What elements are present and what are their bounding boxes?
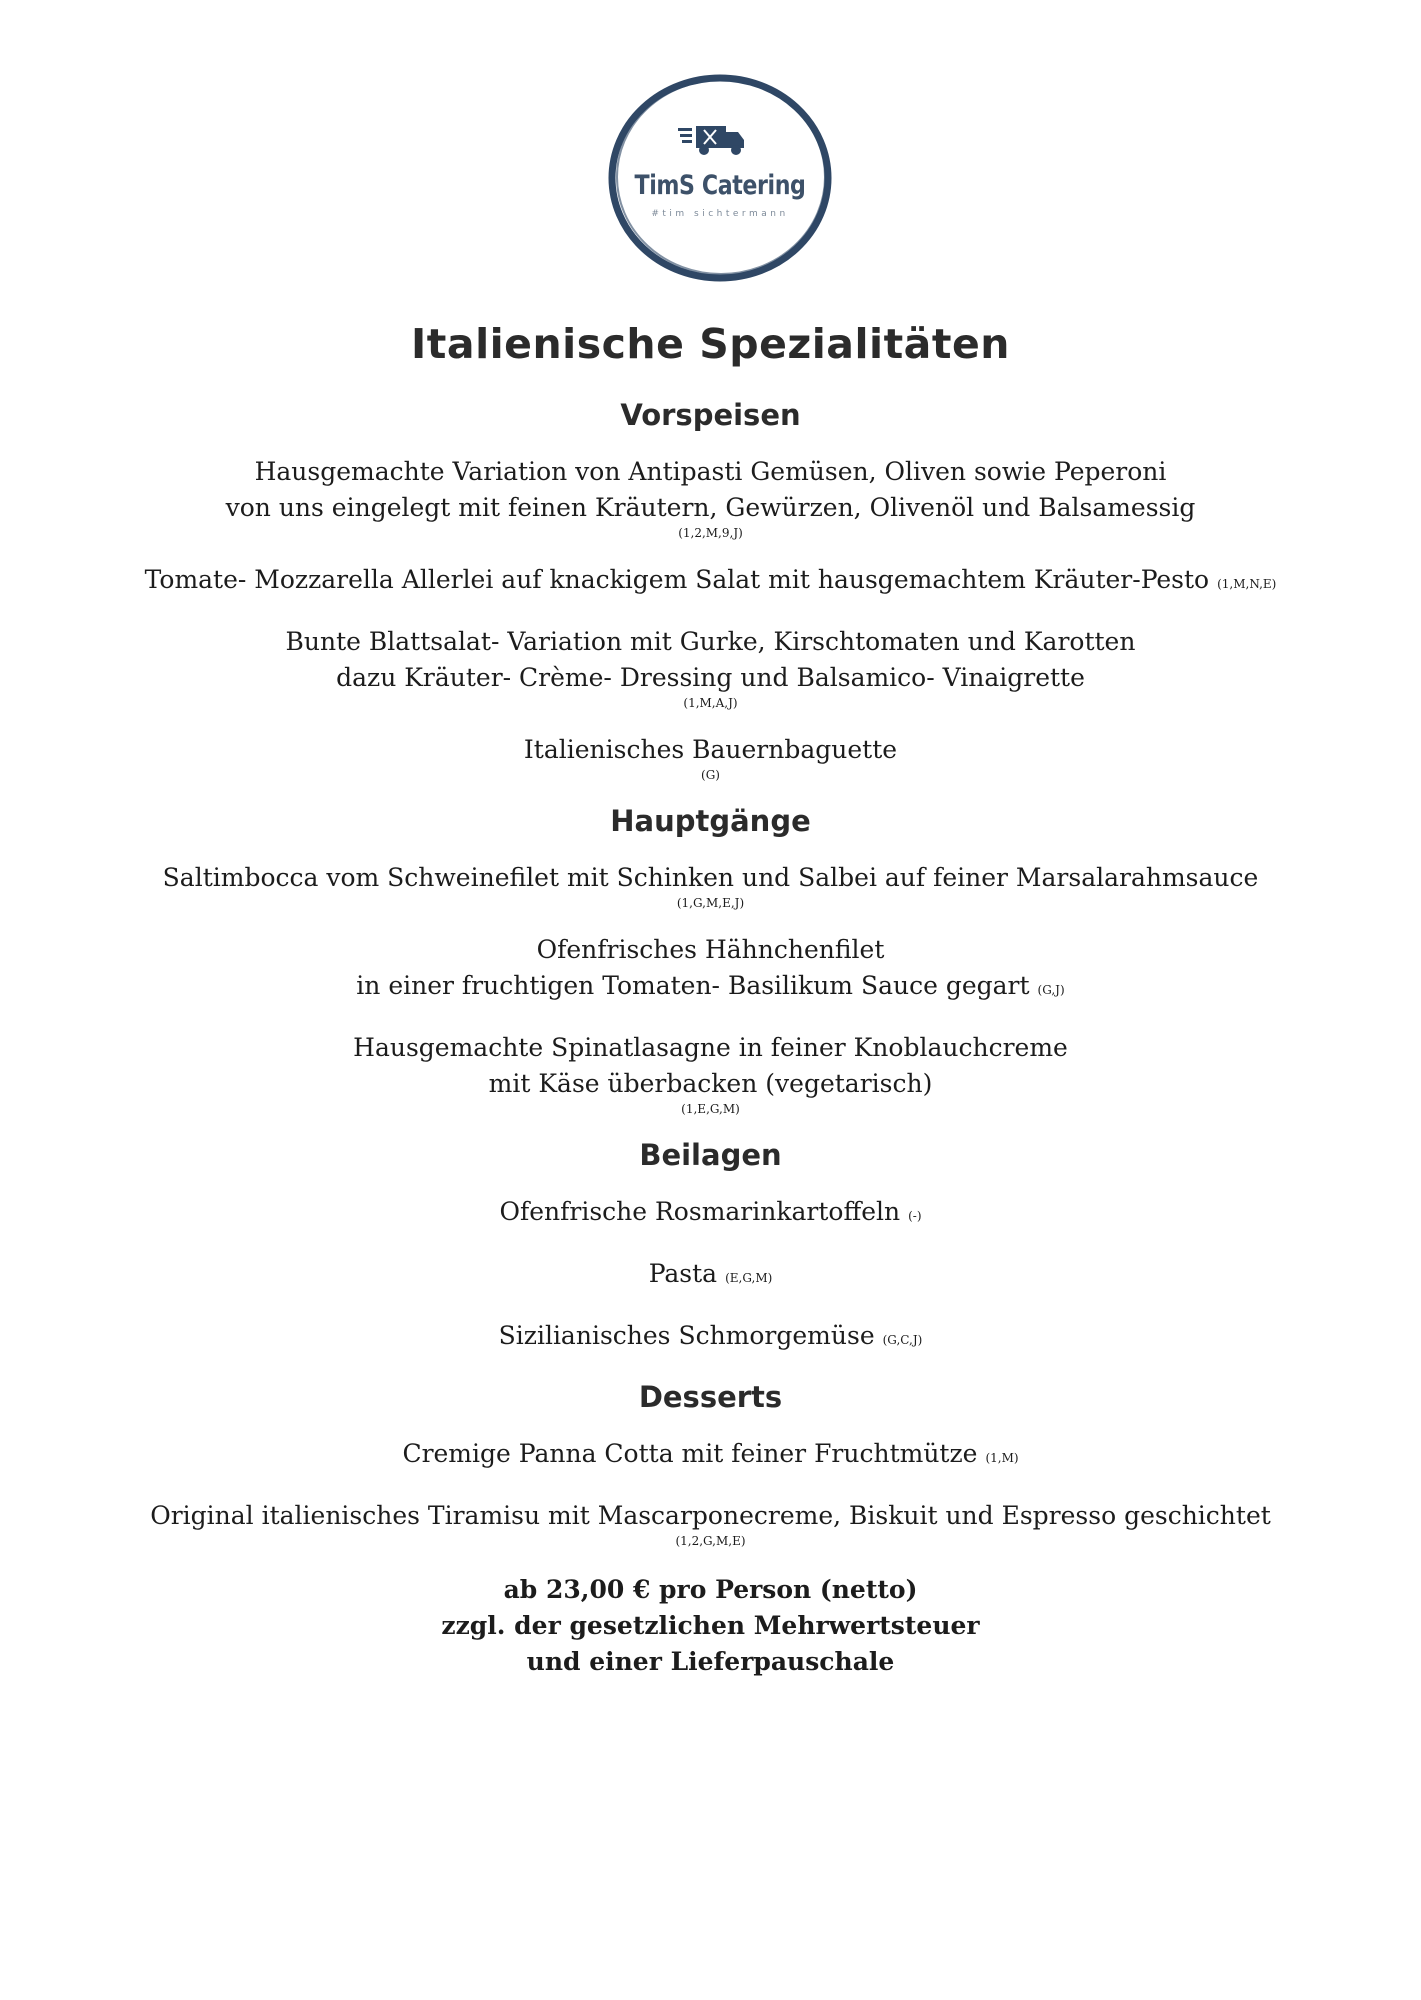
dish-line: mit Käse überbacken (vegetarisch) <box>488 1069 933 1098</box>
menu-item <box>0 932 1421 1008</box>
dish-line: Hausgemachte Variation von Antipasti Gemüsen, Oliven sowie Peperoni <box>254 457 1167 486</box>
menu-item <box>0 860 1421 910</box>
price-line: ab 23,00 € pro Person (netto) <box>503 1575 918 1604</box>
menu-item <box>0 454 1421 540</box>
allergen-codes: (1,M,A,J) <box>683 696 738 710</box>
allergen-codes: (1,M,N,E) <box>1217 577 1277 591</box>
section-heading-vorspeisen: Vorspeisen <box>620 398 801 432</box>
dish-line: dazu Kräuter- Crème- Dressing und Balsamico- Vinaigrette <box>336 663 1085 692</box>
menu-item <box>0 1318 1421 1358</box>
tax-note: zzgl. der gesetzlichen Mehrwertsteuer <box>441 1611 980 1640</box>
dish-line: Original italienisches Tiramisu mit Mascarponecreme, Biskuit und Espresso geschichtet <box>150 1501 1271 1530</box>
menu-item <box>0 1436 1421 1476</box>
dish-line: in einer fruchtigen Tomaten- Basilikum Sauce gegart <box>356 971 1030 1000</box>
section-heading-desserts: Desserts <box>638 1380 783 1414</box>
delivery-truck-icon <box>678 126 744 155</box>
menu-item <box>0 562 1421 602</box>
dish-line: Italienisches Bauernbaguette <box>523 735 898 764</box>
price-note <box>0 1572 1421 1680</box>
dish-line: Pasta <box>648 1259 718 1288</box>
menu-item <box>0 1498 1421 1548</box>
logo-name: TimS Catering <box>634 170 806 201</box>
dish-line: Saltimbocca vom Schweinefilet mit Schinken und Salbei auf feiner Marsalarahmsauce <box>162 863 1259 892</box>
delivery-note: und einer Lieferpauschale <box>526 1647 895 1676</box>
allergen-codes: (G,C,J) <box>882 1333 923 1347</box>
allergen-codes: (G,J) <box>1037 983 1065 997</box>
section-heading-beilagen: Beilagen <box>639 1138 782 1172</box>
allergen-codes: (1,E,G,M) <box>681 1102 740 1116</box>
allergen-codes: (1,2,M,9,J) <box>678 526 743 540</box>
allergen-codes: (G) <box>701 768 720 782</box>
menu-item <box>0 624 1421 710</box>
dish-line: Hausgemachte Spinatlasagne in feiner Knoblauchcreme <box>353 1033 1068 1062</box>
logo-subtitle: #tim sichtermann <box>651 209 789 219</box>
dish-line: Tomate- Mozzarella Allerlei auf knackigem Salat mit hausgemachtem Kräuter-Pesto <box>144 565 1210 594</box>
section-heading-hauptgaenge: Hauptgänge <box>610 804 811 838</box>
page-title: Italienische Spezialitäten <box>411 320 1010 368</box>
menu-item <box>0 1194 1421 1234</box>
logo <box>600 68 840 288</box>
allergen-codes: (-) <box>908 1209 922 1223</box>
dish-line: von uns eingelegt mit feinen Kräutern, Gewürzen, Olivenöl und Balsamessig <box>225 493 1196 522</box>
menu-item <box>0 1256 1421 1296</box>
allergen-codes: (E,G,M) <box>725 1271 773 1285</box>
menu-item <box>0 732 1421 782</box>
menu-item <box>0 1030 1421 1116</box>
dish-line: Ofenfrisches Hähnchenfilet <box>536 935 885 964</box>
allergen-codes: (1,G,M,E,J) <box>676 896 745 910</box>
dish-line: Cremige Panna Cotta mit feiner Fruchtmütze <box>402 1439 978 1468</box>
allergen-codes: (1,2,G,M,E) <box>675 1534 746 1548</box>
menu <box>0 320 1421 1680</box>
allergen-codes: (1,M) <box>985 1451 1019 1465</box>
dish-line: Ofenfrische Rosmarinkartoffeln <box>499 1197 901 1226</box>
dish-line: Sizilianisches Schmorgemüse <box>498 1321 875 1350</box>
dish-line: Bunte Blattsalat- Variation mit Gurke, Kirschtomaten und Karotten <box>285 627 1136 656</box>
